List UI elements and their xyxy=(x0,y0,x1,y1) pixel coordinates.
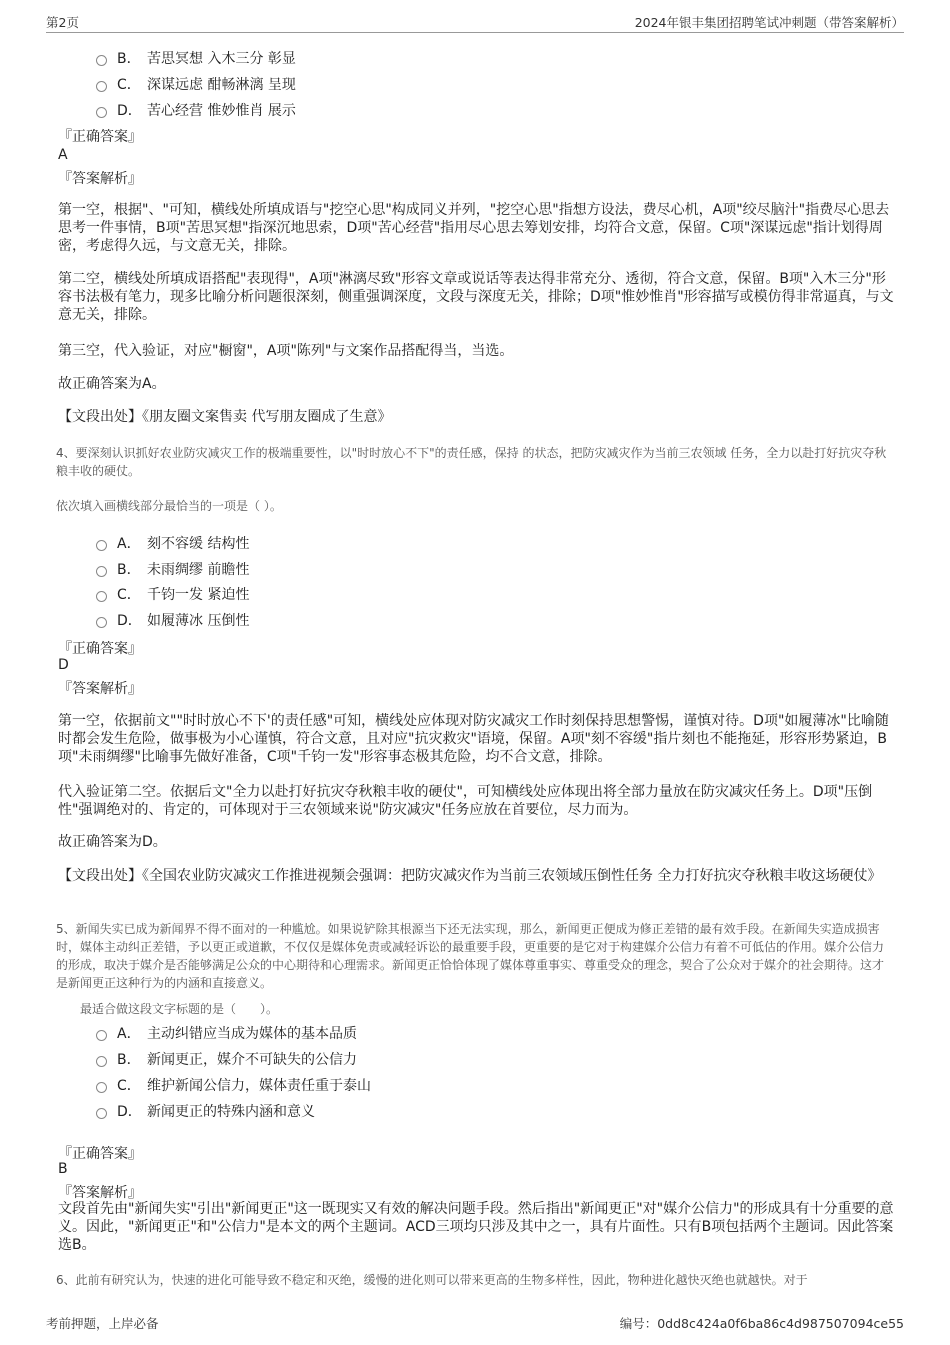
q4-option-c[interactable]: C． 千钧一发 紧迫性 xyxy=(96,584,249,604)
q5-answer: B xyxy=(58,1161,68,1177)
q4-analysis-paragraph: 代入验证第二空。依据后文"全力以赴打好抗灾夺秋粮丰收的硬仗"，可知横线处应体现出将全部力量放在防灾减灾任务上。D项"压倒性"强调绝对的、肯定的，可体现对于三农领域来说"防灾减灾"任务应放在首要位，尽力而为。 xyxy=(58,784,873,818)
q5-option-d[interactable]: D． 新闻更正的特殊内涵和意义 xyxy=(96,1101,315,1121)
radio-icon[interactable] xyxy=(96,1082,107,1093)
q5-stem: 5、新闻失实已成为新闻界不得不面对的一种尴尬。如果说铲除其根源当下还无法实现，那么，新闻更正便成为修正差错的最有效手段。在新闻失实造成损害时，媒体主动纠正差错，予以更正或道歉，不仅仅是媒体免责或减轻诉讼的最重要手段，更重要的是它对于构建媒介公信力有着不可低估的作用。媒介公信力的形成，取决于媒介是否能够满足公众的中心期待和心理需求。新闻更正恰恰体现了媒体尊重事实、尊重受众的理念，契合了公众对于媒介的社会期待。这才是新闻更正这种行为的内涵和直接意义。 xyxy=(56,922,885,990)
footer-serial: 编号：0dd8c424a0f6ba86c4d987507094ce55 xyxy=(619,1316,904,1331)
radio-icon[interactable] xyxy=(96,540,107,551)
q4-analysis-paragraph: 第一空，依据前文""时时放心不下'的责任感"可知，横线处应体现对防灾减灾工作时刻保持思想警惕，谨慎对待。D项"如履薄冰"比喻随时都会发生危险，做事极为小心谨慎，符合文意，且对应"抗灾救灾"语境，保留。A项"刻不容缓"指片刻也不能拖延，形容形势紧迫，B项"未雨绸缪"比喻事先做好准备，C项"千钧一发"形容事态极其危险，均不合文意，排除。 xyxy=(58,713,889,765)
radio-icon[interactable] xyxy=(96,617,107,628)
q6-stem: 6、此前有研究认为，快速的进化可能导致不稳定和灭绝，缓慢的进化则可以带来更高的生物多样性，因此，物种进化越快灭绝也就越快。对于 xyxy=(56,1273,808,1287)
q3-analysis-label: 『答案解析』 xyxy=(58,171,142,187)
q5-option-a[interactable]: A． 主动纠错应当成为媒体的基本品质 xyxy=(96,1023,357,1043)
q4-analysis-conclusion: 故正确答案为D。 xyxy=(58,834,167,850)
document-title: 2024年银丰集团招聘笔试冲刺题（带答案解析） xyxy=(634,15,904,30)
q4-prompt: 依次填入画横线部分最恰当的一项是（ ）。 xyxy=(56,499,282,513)
radio-icon[interactable] xyxy=(96,591,107,602)
q3-analysis-paragraph: 第三空，代入验证，对应"橱窗"，A项"陈列"与文案作品搭配得当，当选。 xyxy=(58,343,514,359)
radio-icon[interactable] xyxy=(96,566,107,577)
q5-analysis-label: 『答案解析』 xyxy=(58,1185,142,1201)
q4-option-b[interactable]: B． 未雨绸缪 前瞻性 xyxy=(96,559,249,579)
q3-answer-label: 『正确答案』 xyxy=(58,129,142,145)
radio-icon[interactable] xyxy=(96,107,107,118)
q5-analysis-paragraph: 文段首先由"新闻失实"引出"新闻更正"这一既现实又有效的解决问题手段。然后指出"新闻更正"对"媒介公信力"的形成具有十分重要的意义。因此，"新闻更正"和"公信力"是本文的两个主题词。ACD三项均只涉及其中之一，具有片面性。只有B项包括两个主题词。因此答案选B。 xyxy=(58,1201,894,1253)
q3-analysis-paragraph: 第一空，根据"、"可知，横线处所填成语与"挖空心思"构成同义并列，"挖空心思"指想方设法，费尽心机，A项"绞尽脑汁"指费尽心思去思考一件事情，B项"苦思冥想"指深沉地思索，D项"苦心经营"指用尽心思去筹划安排，均符合文意，保留。C项"深谋远虑"指计划得周密，考虑得久远，与文意无关，排除。 xyxy=(58,202,890,254)
page-number: 第2页 xyxy=(46,15,79,30)
q3-analysis-paragraph: 第二空，横线处所填成语搭配"表现得"，A项"淋漓尽致"形容文章或说话等表达得非常充分、透彻，符合文意，保留。B项"入木三分"形容书法极有笔力，现多比喻分析问题很深刻，侧重强调深度，文段与深度无关，排除；D项"惟妙惟肖"形容描写或模仿得非常逼真，与文意无关，排除。 xyxy=(58,271,894,323)
radio-icon[interactable] xyxy=(96,1056,107,1067)
radio-icon[interactable] xyxy=(96,55,107,66)
page-header xyxy=(46,10,904,33)
q4-answer-label: 『正确答案』 xyxy=(58,641,142,657)
radio-icon[interactable] xyxy=(96,81,107,92)
q5-answer-label: 『正确答案』 xyxy=(58,1146,142,1162)
radio-icon[interactable] xyxy=(96,1108,107,1119)
q4-answer: D xyxy=(58,657,69,673)
q5-option-b[interactable]: B． 新闻更正，媒介不可缺失的公信力 xyxy=(96,1049,357,1069)
q4-source: 【文段出处】《全国农业防灾减灾工作推进视频会强调：把防灾减灾作为当前三农领域压倒性任务 全力打好抗灾夺秋粮丰收这场硬仗》 xyxy=(58,868,882,884)
q3-source: 【文段出处】《朋友圈文案售卖 代写朋友圈成了生意》 xyxy=(58,409,392,425)
q5-prompt: 最适合做这段文字标题的是（ ）。 xyxy=(80,1002,279,1016)
q4-option-a[interactable]: A． 刻不容缓 结构性 xyxy=(96,533,249,553)
q3-option-b[interactable]: B． 苦思冥想 入木三分 彰显 xyxy=(96,48,296,68)
q4-stem: 4、要深刻认识抓好农业防灾减灾工作的极端重要性，以"时时放心不下"的责任感，保持 的状态，把防灾减灾作为当前三农领域 任务，全力以赴打好抗灾夺秋粮丰收的硬仗。 xyxy=(56,446,887,478)
q4-analysis-label: 『答案解析』 xyxy=(58,681,142,697)
q5-option-c[interactable]: C． 维护新闻公信力，媒体责任重于泰山 xyxy=(96,1075,371,1095)
q3-answer: A xyxy=(58,147,68,163)
footer-slogan: 考前押题，上岸必备 xyxy=(46,1316,159,1331)
q3-analysis-conclusion: 故正确答案为A。 xyxy=(58,376,166,392)
q3-option-d[interactable]: D． 苦心经营 惟妙惟肖 展示 xyxy=(96,100,296,120)
q3-option-c[interactable]: C． 深谋远虑 酣畅淋漓 呈现 xyxy=(96,74,296,94)
q4-option-d[interactable]: D． 如履薄冰 压倒性 xyxy=(96,610,249,630)
radio-icon[interactable] xyxy=(96,1030,107,1041)
